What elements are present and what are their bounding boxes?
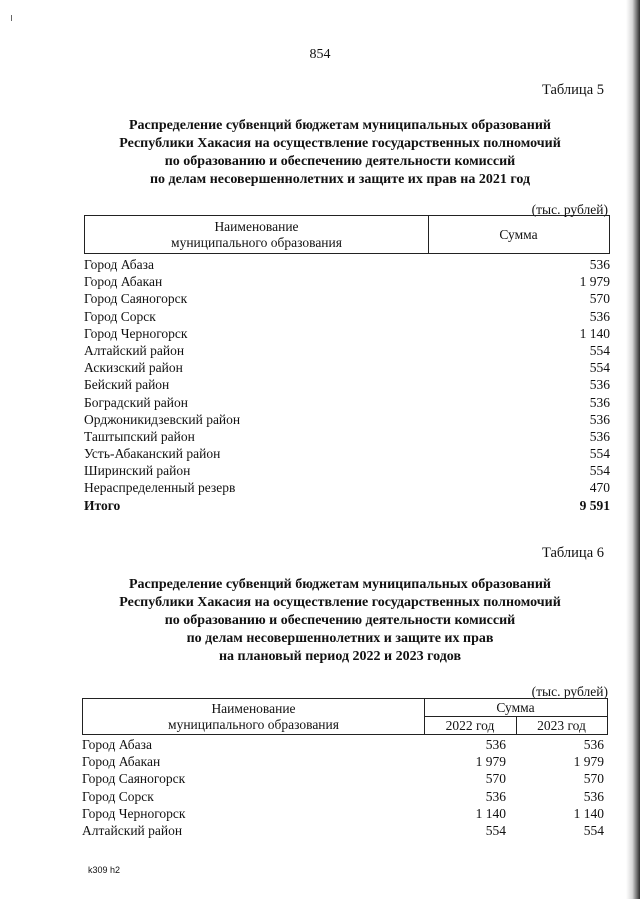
table5-caption-line: по делам несовершеннолетних и защите их прав на 2021 год [149, 172, 531, 187]
table5-row [82, 290, 610, 307]
row-name: Боградский район [84, 394, 188, 410]
total-value: 9 591 [579, 497, 610, 513]
table5-row [82, 479, 610, 496]
table5-row [82, 394, 610, 411]
table6-unit: (тыс. рублей) [531, 684, 608, 699]
row-value: 536 [589, 428, 610, 444]
table6-label: Таблица 6 [541, 545, 604, 561]
row-value-2022: 1 979 [475, 754, 506, 770]
row-value-2022: 1 140 [475, 805, 506, 821]
row-name: Город Сорск [82, 788, 154, 804]
page-number: 854 [309, 47, 331, 62]
row-value: 536 [589, 257, 610, 272]
row-value: 570 [589, 291, 610, 307]
row-value: 536 [589, 377, 610, 393]
table5-row [82, 411, 610, 428]
row-value: 536 [589, 411, 610, 427]
table6-caption [60, 576, 620, 666]
total-name: Итого [84, 497, 121, 513]
table5-row [82, 325, 610, 342]
row-value: 470 [589, 480, 610, 496]
row-value-2023: 1 979 [573, 754, 604, 770]
footer-code: k309 h2 [88, 865, 121, 875]
table5-row [82, 359, 610, 376]
table5-caption [60, 117, 620, 189]
table5-caption-line: по образованию и обеспечению деятельности комиссий [164, 154, 516, 169]
table6-header [82, 698, 608, 735]
table5-col-name-line: Наименование [214, 219, 299, 234]
row-value-2023: 536 [583, 788, 604, 804]
row-name: Орджоникидзевский район [84, 411, 241, 427]
table6-caption-line: Республики Хакасия на осуществление государственных полномочий [119, 595, 561, 610]
table6-row [80, 788, 608, 805]
row-name: Бейский район [84, 377, 170, 393]
table6-row [80, 753, 608, 770]
row-name: Алтайский район [84, 342, 185, 358]
scan-speck [11, 15, 12, 21]
row-name: Город Абаза [82, 737, 152, 752]
row-name: Алтайский район [82, 822, 183, 838]
row-name: Город Черногорск [84, 325, 188, 341]
table6-row [80, 805, 608, 822]
table6-caption-line: по делам несовершеннолетних и защите их прав [186, 631, 494, 646]
table6-body [80, 736, 608, 839]
table5-header [84, 215, 610, 254]
row-name: Аскизский район [84, 360, 183, 376]
row-name: Город Абакан [84, 274, 163, 290]
row-name: Город Абаза [84, 257, 154, 272]
row-value-2023: 1 140 [573, 805, 604, 821]
table5-row [82, 376, 610, 393]
row-name: Нераспределенный резерв [84, 480, 236, 496]
row-name: Город Саяногорск [82, 771, 186, 787]
table5-total-row [82, 497, 610, 514]
table5-unit: (тыс. рублей) [531, 202, 608, 217]
table5-row [82, 428, 610, 445]
table5-row [82, 462, 610, 479]
row-value-2022: 536 [485, 788, 506, 804]
row-value-2023: 554 [583, 822, 604, 838]
row-name: Усть-Абаканский район [84, 446, 221, 462]
row-value: 554 [589, 463, 610, 479]
table5-row [82, 256, 610, 273]
row-value: 1 979 [579, 274, 610, 290]
row-value-2023: 536 [583, 737, 604, 752]
table6-row [80, 822, 608, 839]
row-name: Город Сорск [84, 308, 156, 324]
table5-row [82, 445, 610, 462]
row-value-2022: 554 [485, 822, 506, 838]
table6-col-2023: 2023 год [537, 718, 586, 733]
table6-col-name [83, 701, 424, 733]
table5-row [82, 342, 610, 359]
row-value-2022: 570 [485, 771, 506, 787]
table5-body [82, 256, 610, 514]
row-value: 554 [589, 360, 610, 376]
scan-edge-shadow [626, 0, 640, 899]
table6-col-name-line: муниципального образования [168, 717, 339, 732]
row-value: 554 [589, 342, 610, 358]
row-name: Город Черногорск [82, 805, 186, 821]
table5-caption-line: Распределение субвенций бюджетам муниципальных образований [129, 118, 551, 133]
row-name: Город Абакан [82, 754, 161, 770]
row-name: Ширинский район [84, 463, 191, 479]
table5-caption-line: Республики Хакасия на осуществление государственных полномочий [119, 136, 561, 151]
row-value: 1 140 [579, 325, 610, 341]
table5-label: Таблица 5 [541, 82, 604, 98]
row-value-2022: 536 [485, 737, 506, 752]
table6-row [80, 770, 608, 787]
table5-col-name [85, 219, 428, 251]
table6-row [80, 736, 608, 753]
row-name: Таштыпский район [84, 428, 195, 444]
table6-col-sum: Сумма [496, 700, 535, 715]
row-name: Город Саяногорск [84, 291, 188, 307]
row-value: 536 [589, 394, 610, 410]
table5-row [82, 273, 610, 290]
table6-caption-line: на плановый период 2022 и 2023 годов [218, 649, 462, 664]
table6-col-2022: 2022 год [445, 718, 495, 733]
table5-row [82, 308, 610, 325]
row-value-2023: 570 [583, 771, 604, 787]
table6-caption-line: по образованию и обеспечению деятельности комиссий [164, 613, 516, 628]
table5-col-sum: Сумма [499, 227, 538, 242]
table6-col-name-line: Наименование [211, 701, 296, 716]
row-value: 536 [589, 308, 610, 324]
row-value: 554 [589, 446, 610, 462]
table5-col-name-line: муниципального образования [171, 235, 342, 250]
table6-caption-line: Распределение субвенций бюджетам муниципальных образований [129, 577, 551, 592]
